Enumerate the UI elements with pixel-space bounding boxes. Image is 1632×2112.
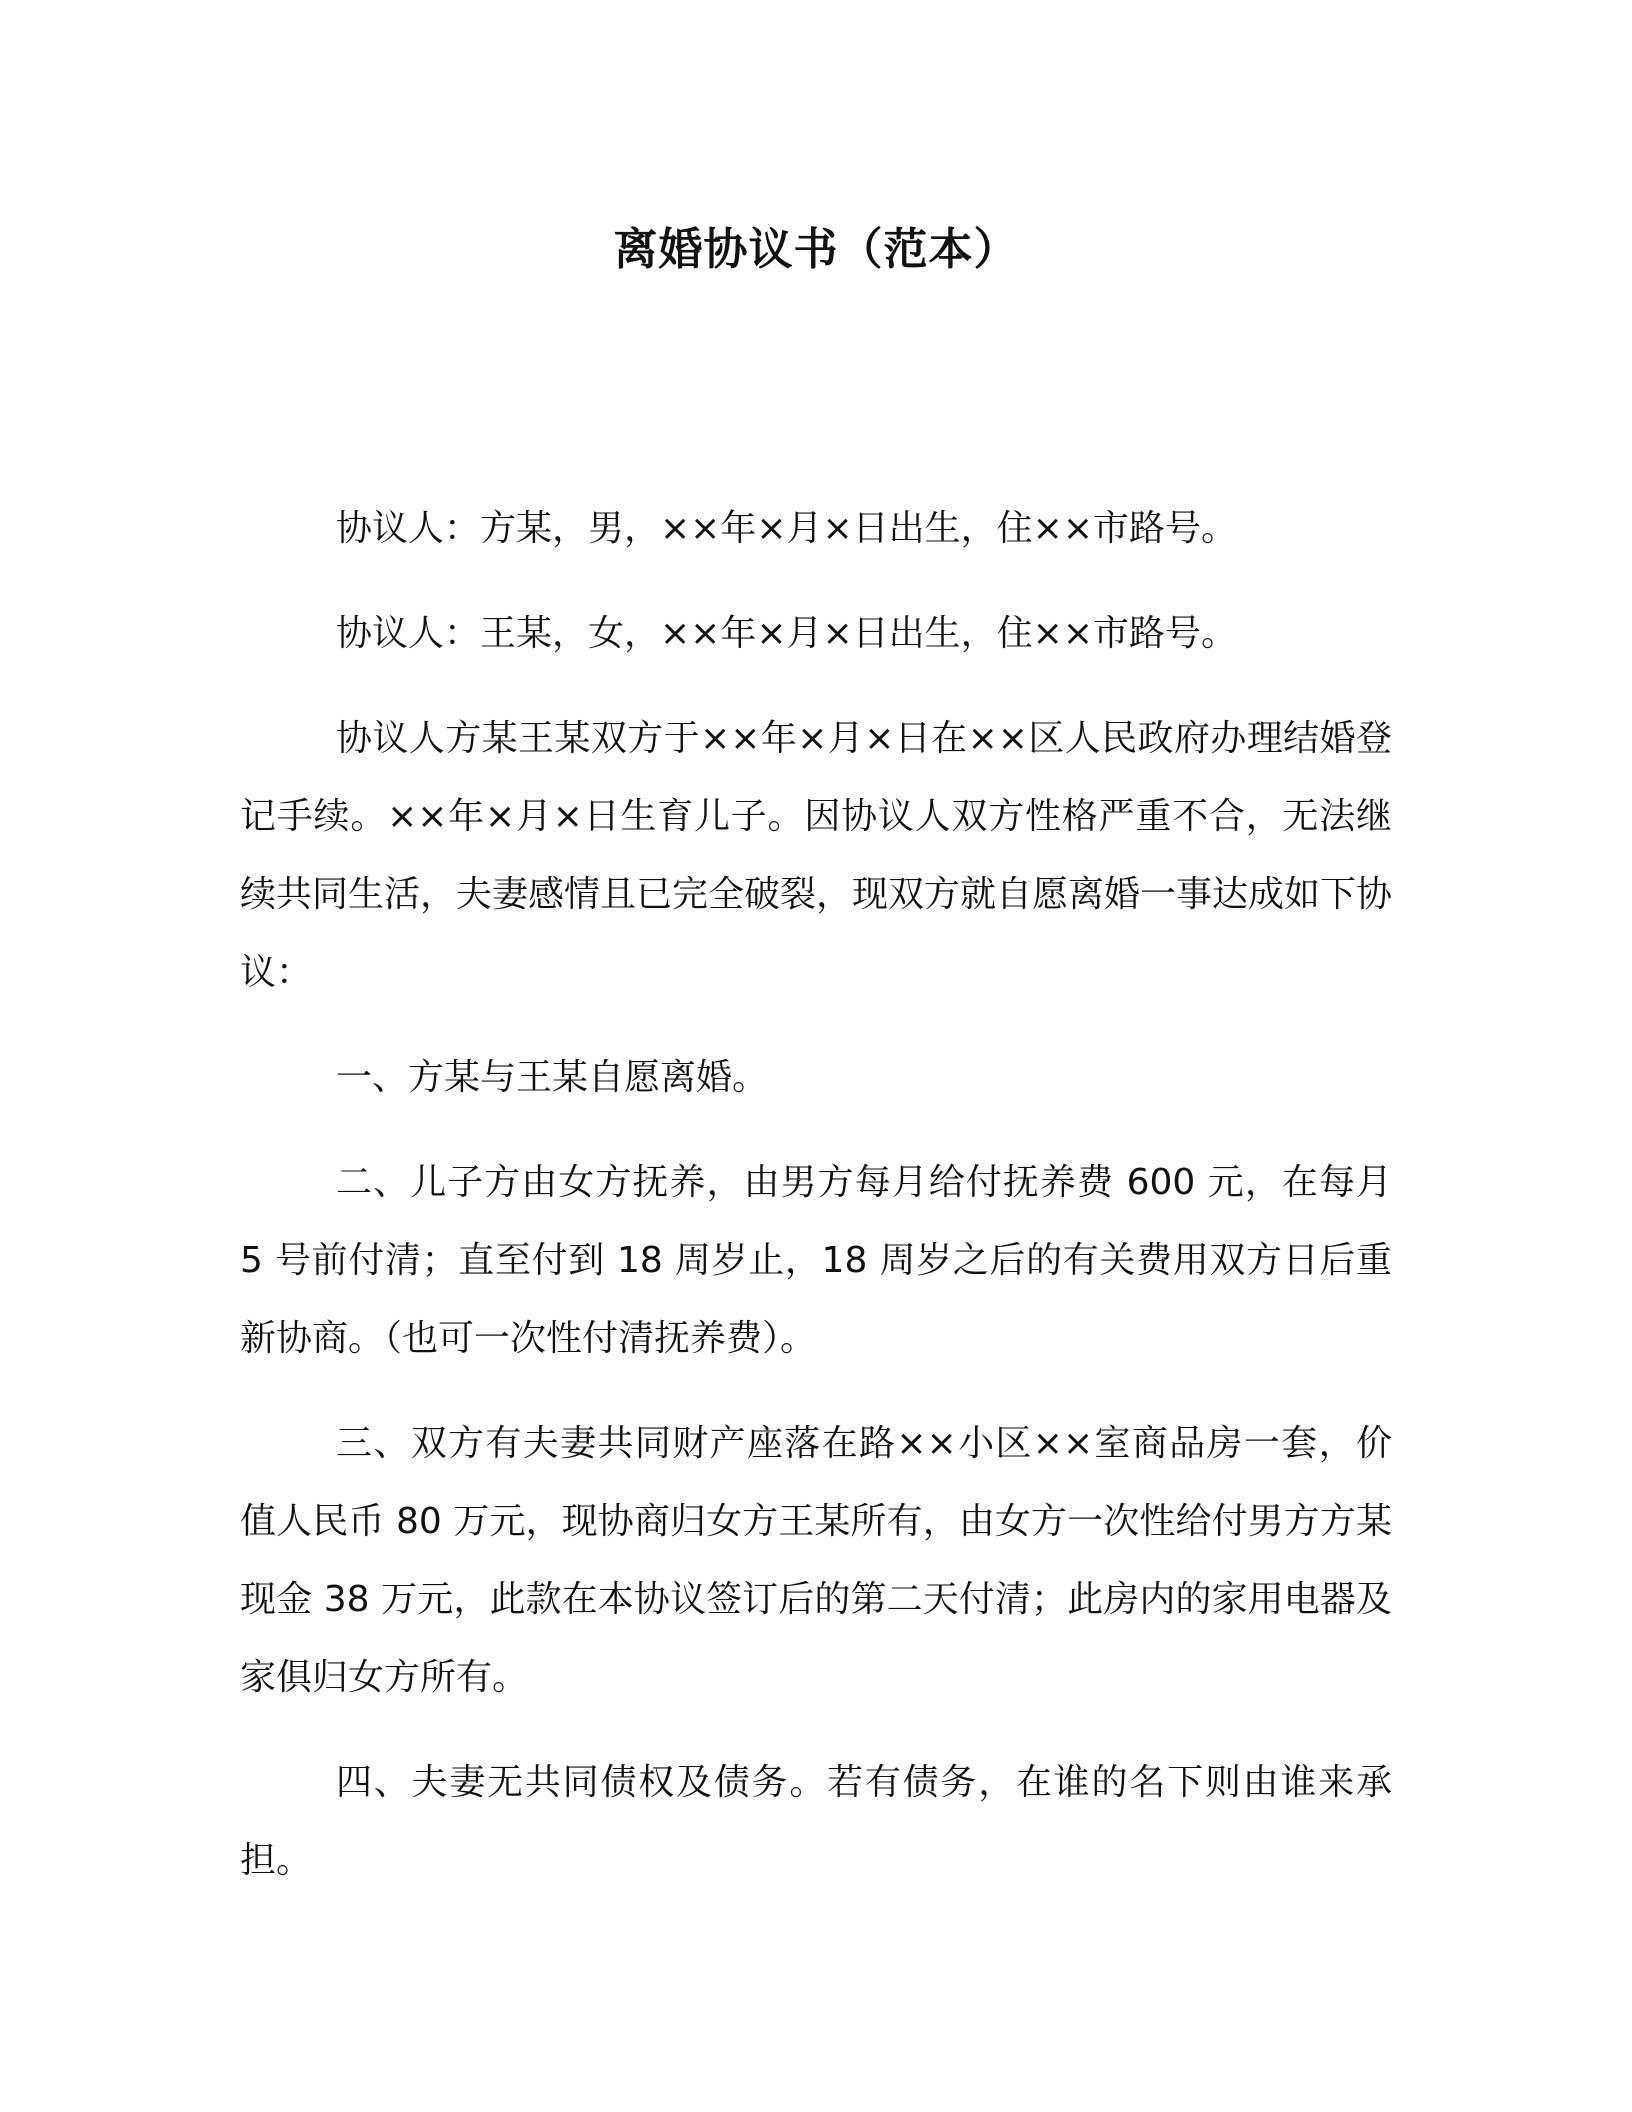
- clause-1-paragraph: 一、方某与王某自愿离婚。: [336, 1057, 769, 1098]
- document-title: 离婚协议书（范本）: [613, 224, 1019, 275]
- party-paragraph-husband: 协议人：方某，男，××年×月×日出生，住××市路号。: [336, 508, 1237, 549]
- preamble-paragraph: 协议人方某王某双方于××年×月×日在××区人民政府办理结婚登记手续。××年×月×日生育儿子。因协议人双方性格严重不合，无法继续共同生活，夫妻感情且已完全破裂，现双方就自愿离婚一事达成如下协议：: [240, 718, 1393, 993]
- clause-3-paragraph: 三、双方有夫妻共同财产座落在路××小区××室商品房一套，价值人民币 80 万元，现协商归女方王某所有，由女方一次性给付男方方某现金 38 万元，此款在本协议签订后的第二天付清；此房内的家用电器及家俱归女方所有。: [240, 1423, 1392, 1698]
- document-body: [240, 490, 1392, 1927]
- clause-2-paragraph: 二、儿子方由女方抚养，由男方每月给付抚养费 600 元，在每月 5 号前付清；直至付到 18 周岁止，18 周岁之后的有关费用双方日后重新协商。（也可一次性付清抚养费）。: [240, 1162, 1392, 1359]
- clause-4-paragraph: 四、夫妻无共同债权及债务。若有债务，在谁的名下则由谁来承担。: [240, 1762, 1392, 1881]
- party-paragraph-wife: 协议人：王某，女，××年×月×日出生，住××市路号。: [336, 613, 1237, 654]
